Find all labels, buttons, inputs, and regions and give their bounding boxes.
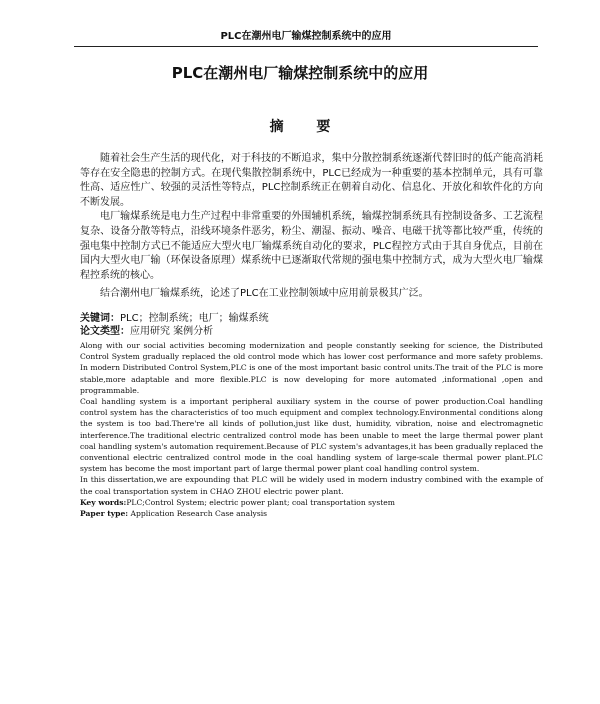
zh-keywords-label: 关键词： xyxy=(80,312,120,324)
en-paper-type-label: Paper type: xyxy=(80,508,129,518)
abstract-body xyxy=(80,152,543,519)
en-paper-type-value: Application Research Case analysis xyxy=(130,508,268,518)
en-paper-type xyxy=(80,508,543,519)
zh-abstract-paragraph-2: 电厂输煤系统是电力生产过程中非常重要的外围辅机系统，输煤控制系统具有控制设备多、工艺流程复杂、设备分散等特点，沿线环境条件恶劣，粉尘、潮湿、振动、噪音、电磁干扰等都比较严重，传统的强电集中控制方式已不能适应大型火电厂输煤系统自动化的要求，PLC程控方式由于其自身优点，目前在国内大型火电厂输（环保设备原理）煤系统中已逐渐取代常规的强电集中控制方式，成为大型火电厂输煤程控系统的核心。 xyxy=(80,211,543,281)
running-header xyxy=(74,28,538,47)
zh-keywords xyxy=(80,312,543,326)
zh-abstract-paragraph-3: 结合潮州电厂输煤系统，论述了PLC在工业控制领域中应用前景极其广泛。 xyxy=(100,288,429,300)
abstract-heading: 摘 要 xyxy=(269,119,345,135)
paper-title: PLC在潮州电厂输煤控制系统中的应用 xyxy=(171,64,429,82)
en-keywords-value: PLC;Control System; electric power plant; coal transportation system xyxy=(126,497,395,507)
zh-paper-type xyxy=(80,325,543,339)
zh-abstract-paragraph-1: 随着社会生产生活的现代化，对于科技的不断追求，集中分散控制系统逐渐代替旧时的低产能高消耗等存在安全隐患的控制方式。在现代集散控制系统中，PLC已经成为一种重要的基本控制单元，具有可靠性高、适应性广、较强的灵活性等特点，PLC控制系统正在朝着自动化、信息化、开放化和软件化的方向不断发展。 xyxy=(80,153,543,208)
en-keywords xyxy=(80,497,543,508)
en-abstract-paragraph-1: Along with our social activities becoming modernization and people constantly seeking for science, the Distributed Control System gradually replaced the old control mode which has lower cost performance and more safety problems. In modern Distributed Control System,PLC is one of the most important basic control units.The trait of the PLC is more stable,more adaptable and more flexible.PLC is now developing for more automated ,informational ,open and programmable. xyxy=(80,340,543,395)
en-abstract-paragraph-2: Coal handling system is a important peripheral auxiliary system in the course of power production.Coal handling control system has the characteristics of too much equipment and complex technology.Environmental conditions along the system is too bad.There're all kinds of pollution,just like dust, humidity, vibration, noise and electromagnetic interference.The traditional electric centralized control mode has been unable to meet the large thermal power plant coal handling system's automation requirement.Because of PLC system's advantages,it has been gradually replaced the conventional electric centralized control mode in the coal handling system of large-scale thermal power plant.PLC system has become the most important part of large thermal power plant coal handling control system. xyxy=(80,396,543,474)
running-header-title: PLC在潮州电厂输煤控制系统中的应用 xyxy=(220,31,392,42)
zh-paper-type-value: 应用研究 案例分析 xyxy=(130,326,214,338)
en-abstract-paragraph-3: In this dissertation,we are expounding that PLC will be widely used in modern industry combined with the example of the coal transportation system in CHAO ZHOU electric power plant. xyxy=(80,475,543,496)
zh-keywords-value: PLC；控制系统；电厂；输煤系统 xyxy=(120,312,269,324)
zh-paper-type-label: 论文类型： xyxy=(80,326,130,338)
en-keywords-label: Key words: xyxy=(80,497,127,507)
